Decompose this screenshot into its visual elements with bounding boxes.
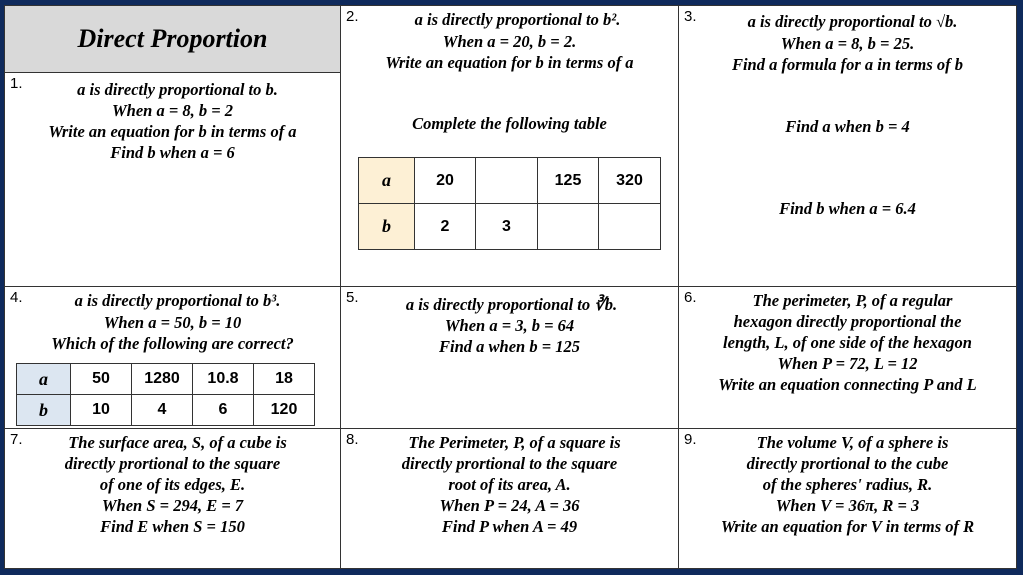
q3-line: Find a formula for a in terms of b bbox=[731, 55, 964, 74]
table-cell: 120 bbox=[254, 395, 315, 426]
q8-line: When P = 24, A = 36 bbox=[439, 496, 580, 515]
question-5 bbox=[340, 286, 679, 429]
table-cell: 125 bbox=[538, 158, 599, 204]
question-number: 3. bbox=[684, 8, 697, 25]
row-header: b bbox=[17, 395, 71, 426]
q1-line: a is directly proportional to b. bbox=[77, 80, 278, 99]
question-3 bbox=[678, 5, 1017, 287]
question-9 bbox=[678, 428, 1017, 569]
table-cell: 3 bbox=[476, 204, 538, 250]
q6-line: Write an equation connecting P and L bbox=[718, 375, 977, 394]
question-8 bbox=[340, 428, 679, 569]
table-cell: 6 bbox=[193, 395, 254, 426]
question-6 bbox=[678, 286, 1017, 429]
q7-line: of one of its edges, E. bbox=[99, 475, 246, 494]
question-number: 7. bbox=[10, 431, 23, 448]
q4-line: a is directly proportional to b³. bbox=[74, 291, 281, 310]
question-number: 1. bbox=[10, 75, 23, 92]
q9-line: When V = 36π, R = 3 bbox=[775, 496, 920, 515]
question-2 bbox=[340, 5, 679, 287]
q9-line: The volume V, of a sphere is bbox=[756, 433, 949, 452]
q1-line: When a = 8, b = 2 bbox=[111, 101, 234, 120]
q5-line: a is directly proportional to ∛b. bbox=[405, 295, 618, 314]
worksheet bbox=[4, 5, 1017, 569]
title-cell bbox=[4, 5, 341, 73]
q9-line: of the spheres' radius, R. bbox=[762, 475, 933, 494]
q4-table bbox=[16, 363, 315, 426]
table-cell bbox=[599, 204, 661, 250]
q4-line: When a = 50, b = 10 bbox=[103, 313, 242, 332]
q1-line: Write an equation for b in terms of a bbox=[48, 122, 297, 141]
q2-table-prompt: Complete the following table bbox=[412, 114, 607, 133]
q3-line: a is directly proportional to √b. bbox=[747, 12, 958, 31]
q7-line: Find E when S = 150 bbox=[100, 517, 245, 536]
q2-line: When a = 20, b = 2. bbox=[442, 32, 577, 51]
q8-line: root of its area, A. bbox=[448, 475, 571, 494]
question-number: 8. bbox=[346, 431, 359, 448]
q6-line: length, L, of one side of the hexagon bbox=[723, 333, 972, 352]
table-cell: 320 bbox=[599, 158, 661, 204]
table-cell: 2 bbox=[415, 204, 476, 250]
question-4 bbox=[4, 286, 341, 429]
table-cell: 1280 bbox=[132, 364, 193, 395]
question-number: 6. bbox=[684, 289, 697, 306]
q3-part-1: Find a when b = 4 bbox=[785, 117, 910, 136]
q2-line: Write an equation for b in terms of a bbox=[385, 53, 634, 72]
q7-line: The surface area, S, of a cube is bbox=[68, 433, 287, 452]
question-7 bbox=[4, 428, 341, 569]
table-cell: 20 bbox=[415, 158, 476, 204]
question-number: 5. bbox=[346, 289, 359, 306]
q5-line: When a = 3, b = 64 bbox=[444, 316, 575, 335]
q4-line: Which of the following are correct? bbox=[51, 334, 294, 353]
row-header: b bbox=[359, 204, 415, 250]
q8-line: Find P when A = 49 bbox=[441, 517, 578, 536]
worksheet-title: Direct Proportion bbox=[77, 24, 268, 53]
q8-line: The Perimeter, P, of a square is bbox=[408, 433, 621, 452]
table-cell: 4 bbox=[132, 395, 193, 426]
table-cell: 10.8 bbox=[193, 364, 254, 395]
question-number: 2. bbox=[346, 8, 359, 25]
q8-line: directly prortional to the square bbox=[401, 454, 618, 473]
question-1 bbox=[4, 72, 341, 287]
table-cell bbox=[476, 158, 538, 204]
table-cell: 10 bbox=[71, 395, 132, 426]
question-number: 4. bbox=[10, 289, 23, 306]
row-header: a bbox=[359, 158, 415, 204]
q7-line: When S = 294, E = 7 bbox=[101, 496, 244, 515]
q7-line: directly prortional to the square bbox=[64, 454, 281, 473]
table-cell bbox=[538, 204, 599, 250]
table-cell: 18 bbox=[254, 364, 315, 395]
q3-part-2: Find b when a = 6.4 bbox=[779, 199, 916, 218]
row-header: a bbox=[17, 364, 71, 395]
q1-line: Find b when a = 6 bbox=[110, 143, 235, 162]
q2-line: a is directly proportional to b². bbox=[414, 10, 621, 29]
q2-table bbox=[358, 157, 661, 250]
q3-line: When a = 8, b = 25. bbox=[780, 34, 915, 53]
q5-line: Find a when b = 125 bbox=[439, 337, 580, 356]
q6-line: hexagon directly proportional the bbox=[733, 312, 962, 331]
q6-line: The perimeter, P, of a regular bbox=[752, 291, 953, 310]
q6-line: When P = 72, L = 12 bbox=[777, 354, 918, 373]
q9-line: Write an equation for V in terms of R bbox=[720, 517, 975, 536]
question-number: 9. bbox=[684, 431, 697, 448]
q9-line: directly prortional to the cube bbox=[746, 454, 949, 473]
table-cell: 50 bbox=[71, 364, 132, 395]
